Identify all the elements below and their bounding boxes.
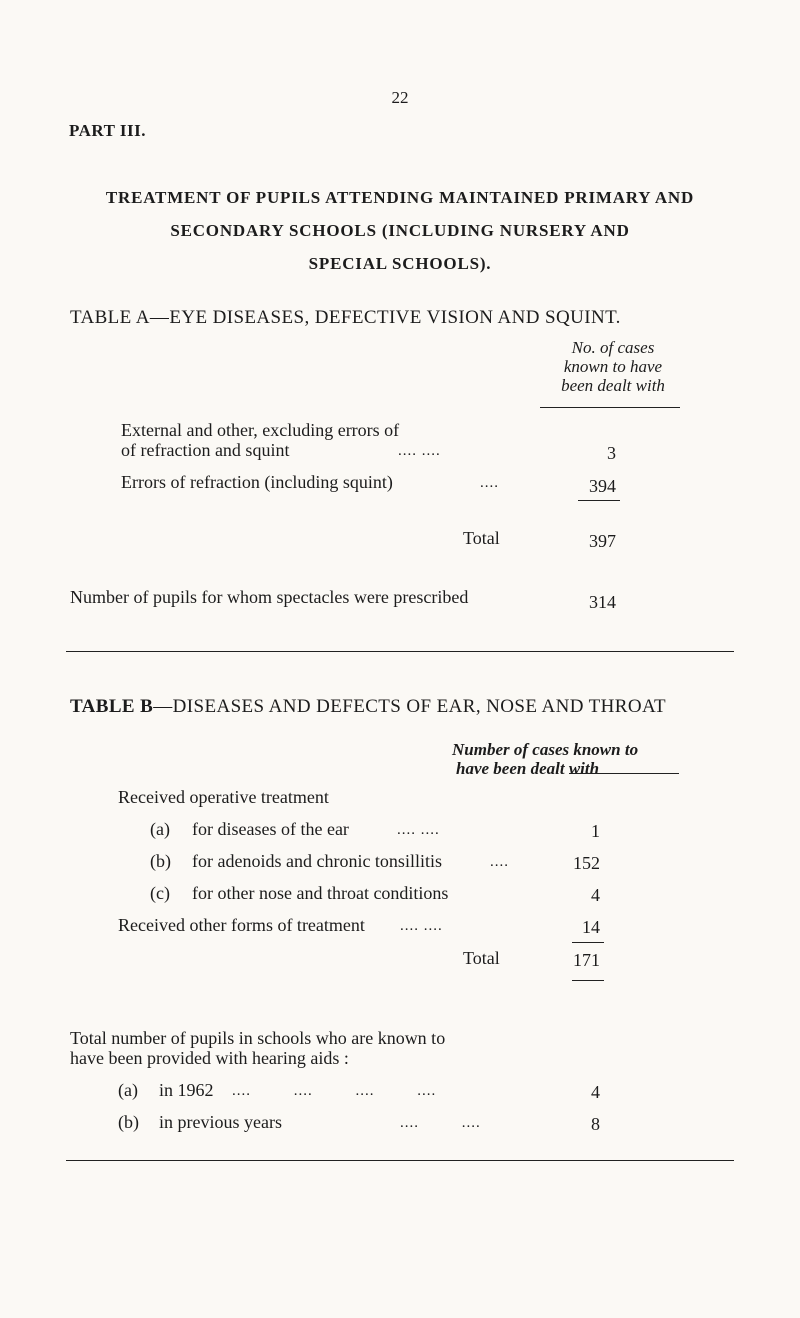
table-b-row-marker: (a) [150,819,170,839]
table-a-row-label: External and other, excluding errors of [121,420,400,440]
hearing-aids-label: Total number of pupils in schools who are known to [70,1028,446,1048]
main-heading-line-3: SPECIAL SCHOOLS). [308,254,492,273]
table-b-total-rule [572,942,604,943]
table-b-row-marker: (b) [150,851,171,871]
table-b-total-label: Total [463,948,500,968]
other-treatment-label: Received other forms of treatment [118,915,365,935]
part-label: PART III. [69,121,146,140]
leader-dots: .... [490,854,509,870]
table-a-header-line: No. of cases [571,338,655,357]
table-a-total-value: 397 [589,531,616,551]
table-a-row-value: 3 [607,443,616,463]
leader-dots: .... .... .... .... [232,1083,437,1099]
hearing-row-marker: (b) [118,1112,139,1132]
table-b-header-line: have been dealt with [456,759,600,778]
table-b-row-value: 152 [573,853,600,873]
leader-dots: .... .... [398,443,441,459]
table-b-row-label: for adenoids and chronic tonsillitis [192,851,442,871]
hearing-aids-label: have been provided with hearing aids : [70,1048,349,1068]
hearing-row-value: 8 [591,1114,600,1134]
section-divider [66,651,734,652]
table-b-row-marker: (c) [150,883,170,903]
bottom-divider [66,1160,734,1161]
table-b-header-line: Number of cases known to [452,740,639,759]
table-b-row-label: for other nose and throat conditions [192,883,449,903]
other-treatment-value: 14 [582,917,600,937]
spectacles-label: Number of pupils for whom spectacles were prescribed [70,587,469,607]
leader-dots: .... .... [400,1115,481,1131]
table-a-row-value: 394 [589,476,616,496]
page-number: 22 [391,88,409,107]
table-b-total-underline [572,980,604,981]
hearing-row-label: in previous years [159,1112,282,1132]
table-b-title [70,696,666,718]
hearing-row-label: in 1962 [159,1080,214,1100]
leader-dots: .... .... [400,918,443,934]
table-b-total-value: 171 [573,950,600,970]
main-heading-line-1: TREATMENT OF PUPILS ATTENDING MAINTAINED PRIMARY AND [105,188,695,207]
hearing-row-marker: (a) [118,1080,138,1100]
table-b-row-label: for diseases of the ear [192,819,349,839]
hearing-row-value: 4 [591,1082,600,1102]
table-b-title-rest: —DISEASES AND DEFECTS OF EAR, NOSE AND THROAT [153,696,666,717]
operative-treatment-label: Received operative treatment [118,787,329,807]
table-a-row-label: Errors of refraction (including squint) [121,472,393,492]
table-a-header-rule [540,407,680,408]
table-a-total-label: Total [463,528,500,548]
table-a-title: TABLE A—EYE DISEASES, DEFECTIVE VISION AND SQUINT. [70,307,621,328]
table-b-row-value: 1 [591,821,600,841]
main-heading-line-2: SECONDARY SCHOOLS (INCLUDING NURSERY AND [170,221,630,240]
table-a-header-line: known to have [563,357,663,376]
table-b-row-value: 4 [591,885,600,905]
leader-dots: .... [480,475,499,491]
leader-dots: .... .... [397,822,440,838]
table-b-title-bold: TABLE B [70,696,154,717]
table-b-header-rule [569,773,679,774]
table-a-total-rule [578,500,620,501]
table-a-column-header [538,338,688,395]
table-a-row-label: of refraction and squint [121,440,290,460]
table-a-header-line: been dealt with [561,376,665,395]
spectacles-value: 314 [589,592,616,612]
